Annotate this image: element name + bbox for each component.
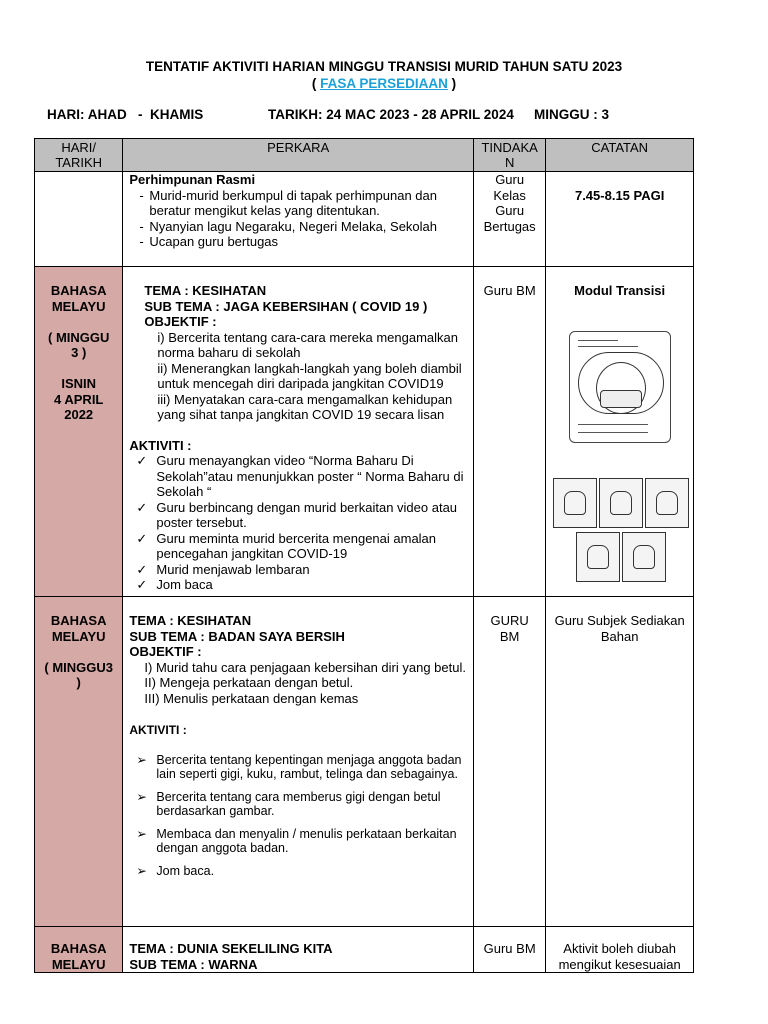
row3-tindakan: GURU BM xyxy=(473,597,545,927)
row2-aktiviti-list xyxy=(129,453,473,593)
list-item: - Nyanyian lagu Negaraku, Negeri Melaka, Sekolah xyxy=(139,219,473,235)
row2-catatan xyxy=(546,267,694,597)
schedule-table xyxy=(34,138,694,973)
table-row xyxy=(35,927,694,973)
row2-subtema: SUB TEMA : JAGA KEBERSIHAN ( COVID 19 ) xyxy=(144,298,428,314)
check-icon: ✓ xyxy=(136,530,148,546)
row4-hari: BAHASA MELAYU xyxy=(35,927,123,973)
row1-catatan: 7.45-8.15 PAGI xyxy=(546,172,694,267)
row3-objektif-label: OBJEKTIF : xyxy=(129,644,202,659)
list-item: ✓ Jom baca xyxy=(136,577,213,592)
list-item: ✓ Guru berbincang dengan murid berkaitan video atau poster tersebut. xyxy=(136,499,458,530)
row1-hari xyxy=(35,172,123,267)
handwash-steps-image xyxy=(546,478,693,528)
subtitle-open: ( xyxy=(311,76,321,91)
row3-objektif-item: II) Mengeja perkataan dengan betul. xyxy=(144,675,354,690)
fasa-persediaan-link[interactable]: FASA PERSEDIAAN xyxy=(320,76,448,91)
arrow-bullet-icon: ➢ xyxy=(136,789,147,804)
row3-hari: BAHASA MELAYU ( MINGGU3 ) xyxy=(35,597,123,927)
list-item: ➢ Bercerita tentang kepentingan menjaga anggota badan lain seperti gigi, kuku, rambut, telinga dan sebagainya. xyxy=(136,752,462,781)
arrow-bullet-icon: ➢ xyxy=(136,752,147,767)
row2-hari: BAHASA MELAYU ( MINGGU 3 ) ISNIN 4 APRIL 2022 xyxy=(35,267,123,597)
table-row xyxy=(35,267,694,597)
document-title: TENTATIF AKTIVITI HARIAN MINGGU TRANSISI MURID TAHUN SATU 2023 xyxy=(145,59,623,74)
row2-objektif-item: iii) Menyatakan cara-cara mengamalkan kehidupan yang sihat tanpa jangkitan COVID 19 secara lisan xyxy=(157,391,453,422)
tarikh-info: TARIKH: 24 MAC 2023 - 28 APRIL 2024 xyxy=(268,107,514,122)
check-icon: ✓ xyxy=(136,499,148,515)
row1-tindakan: Guru Kelas Guru Bertugas xyxy=(473,172,545,267)
header-perkara: PERKARA xyxy=(123,139,474,172)
list-item: ✓ Guru meminta murid bercerita mengenai amalan pencegahan jangkitan COVID-19 xyxy=(136,530,437,561)
header-catatan: CATATAN xyxy=(546,139,694,172)
hari-info: HARI: AHAD - KHAMIS xyxy=(47,107,204,122)
list-item: ✓ Guru menayangkan video “Norma Baharu Di Sekolah”atau menunjukkan poster “ Norma Baharu di Sekolah “ xyxy=(136,453,464,499)
table-row xyxy=(35,172,694,267)
row3-objektif-item: I) Murid tahu cara penjagaan kebersihan diri yang betul. xyxy=(144,659,466,675)
row2-aktiviti-label: AKTIVITI : xyxy=(129,437,192,453)
row3-catatan: Guru Subjek Sediakan Bahan xyxy=(546,597,694,927)
row3-perkara xyxy=(123,597,474,927)
row2-tema: TEMA : KESIHATAN xyxy=(144,283,267,298)
row4-tema: TEMA : DUNIA SEKELILING KITA xyxy=(129,941,333,956)
subtitle-close: ) xyxy=(447,76,457,91)
row2-objektif-item: ii) Menerangkan langkah-langkah yang boleh diambil untuk mencegah diri daripada jangkitan COVID19 xyxy=(157,360,462,391)
minggu-info: MINGGU : 3 xyxy=(534,107,610,122)
row3-tema: TEMA : KESIHATAN xyxy=(129,613,252,628)
row3-aktiviti-label: AKTIVITI : xyxy=(129,723,187,737)
covid-worksheet-image xyxy=(569,331,671,443)
row1-perkara xyxy=(123,172,474,267)
header-tindakan: TINDAKA N xyxy=(473,139,545,172)
table-header-row xyxy=(35,139,694,172)
row1-list xyxy=(129,188,473,250)
row1-title: Perhimpunan Rasmi xyxy=(129,172,256,187)
header-hari: HARI/ TARIKH xyxy=(35,139,123,172)
row4-perkara xyxy=(123,927,474,973)
row2-tindakan: Guru BM xyxy=(473,267,545,597)
arrow-bullet-icon: ➢ xyxy=(136,863,147,878)
document-subtitle xyxy=(0,76,768,92)
row3-objektif-item: III) Menulis perkataan dengan kemas xyxy=(144,690,359,706)
check-icon: ✓ xyxy=(136,453,148,468)
row4-subtema: SUB TEMA : WARNA xyxy=(129,956,258,972)
row2-perkara xyxy=(123,267,474,597)
check-icon: ✓ xyxy=(136,577,148,592)
check-icon: ✓ xyxy=(136,561,148,577)
list-item: - Murid-murid berkumpul di tapak perhimpunan dan beratur mengikut kelas yang ditentukan. xyxy=(139,188,473,219)
handwash-steps-image-2 xyxy=(546,532,693,582)
list-item: ✓ Murid menjawab lembaran xyxy=(136,561,310,577)
list-item: - Ucapan guru bertugas xyxy=(139,234,473,250)
table-row xyxy=(35,597,694,927)
row4-tindakan: Guru BM xyxy=(473,927,545,973)
row2-objektif-label: OBJEKTIF : xyxy=(144,314,217,329)
arrow-bullet-icon: ➢ xyxy=(136,826,147,841)
list-item: ➢ Membaca dan menyalin / menulis perkataan berkaitan dengan anggota badan. xyxy=(136,826,457,855)
list-item: ➢ Jom baca. xyxy=(136,863,215,878)
row4-catatan: Aktivit boleh diubah mengikut kesesuaian xyxy=(546,927,694,973)
row3-aktiviti-list xyxy=(129,753,473,878)
row2-objektif-item: i) Bercerita tentang cara-cara mereka mengamalkan norma baharu di sekolah xyxy=(157,329,458,360)
row2-catatan-text: Modul Transisi xyxy=(574,283,666,298)
row3-subtema: SUB TEMA : BADAN SAYA BERSIH xyxy=(129,628,345,644)
handwash-caption-image xyxy=(546,457,693,473)
list-item: ➢ Bercerita tentang cara memberus gigi dengan betul berdasarkan gambar. xyxy=(136,789,441,818)
